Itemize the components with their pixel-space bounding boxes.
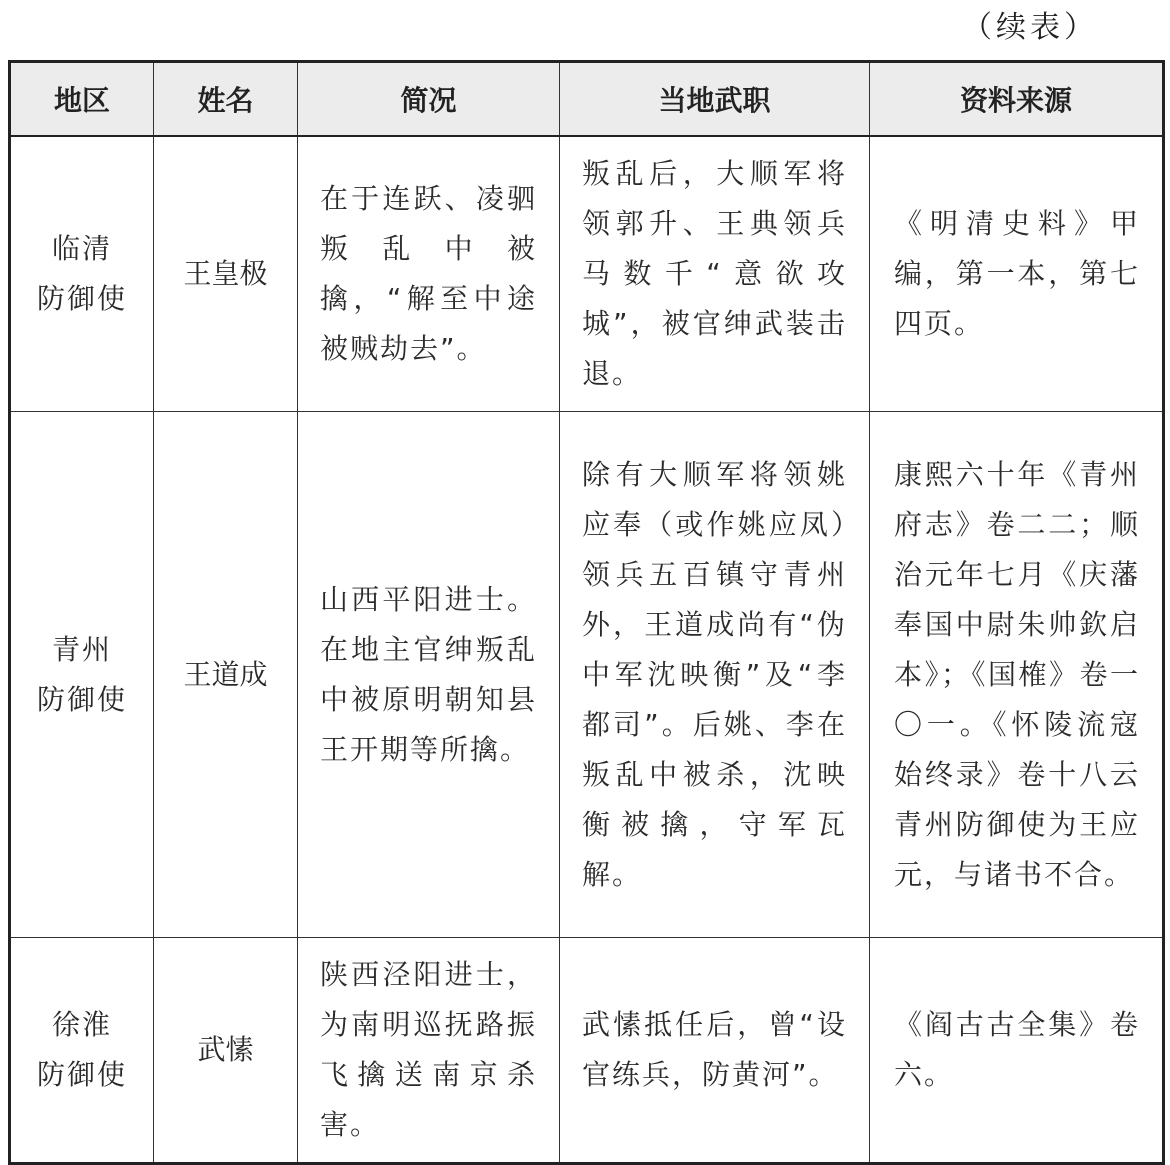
summary-text: 在于连跃、凌驷叛乱中被擒，“解至中途被贼劫去”。 (320, 182, 537, 365)
header-local-post: 当地武职 (560, 62, 870, 137)
region-name: 临清 (51, 232, 112, 265)
region-name: 徐淮 (51, 1008, 112, 1041)
source-text: 《明清史料》甲编，第一本，第七四页。 (894, 207, 1140, 340)
region-cell (10, 136, 154, 412)
region-title: 防御使 (36, 282, 127, 315)
source-text: 康熙六十年《青州府志》卷二二；顺治元年七月《庆藩奉国中尉朱帅欽启本》；《国榷》卷一〇一。《怀陵流寇始终录》卷十八云青州防御使为王应元，与诸书不合。 (894, 457, 1140, 891)
summary-cell (298, 938, 560, 1164)
table-row (10, 412, 1164, 938)
header-name: 姓名 (154, 62, 298, 137)
continued-table-label: （续表） (962, 10, 1098, 45)
official-name: 王道成 (154, 412, 298, 938)
region-name: 青州 (51, 632, 112, 666)
officials-table (8, 60, 1165, 1165)
region-cell (10, 412, 154, 938)
header-region: 地区 (10, 62, 154, 137)
summary-text: 山西平阳进士。在地主官绅叛乱中被原明朝知县王开期等所擒。 (320, 582, 537, 766)
summary-text: 陕西泾阳进士，为南明巡抚路振飞擒送南京杀害。 (320, 958, 537, 1141)
source-text: 《阎古古全集》卷六。 (894, 1008, 1140, 1091)
official-name: 武愫 (154, 938, 298, 1164)
local-post-text: 除有大顺军将领姚应奉（或作姚应凤）领兵五百镇守青州外，王道成尚有“伪中军沈映衡”及“李都司”。后姚、李在叛乱中被杀，沈映衡被擒，守军瓦解。 (582, 457, 847, 891)
source-cell (870, 136, 1164, 412)
local-post-cell (560, 938, 870, 1164)
local-post-text: 武愫抵任后，曾“设官练兵，防黄河”。 (582, 1008, 847, 1091)
region-cell (10, 938, 154, 1164)
header-source: 资料来源 (870, 62, 1164, 137)
header-summary: 简况 (298, 62, 560, 137)
table-row (10, 938, 1164, 1164)
official-name: 王皇极 (154, 136, 298, 412)
region-title: 防御使 (36, 682, 127, 716)
source-cell (870, 938, 1164, 1164)
local-post-cell (560, 412, 870, 938)
region-title: 防御使 (36, 1058, 127, 1091)
table-row (10, 136, 1164, 412)
summary-cell (298, 136, 560, 412)
table-header-row (10, 62, 1164, 137)
source-cell (870, 412, 1164, 938)
local-post-text: 叛乱后，大顺军将领郭升、王典领兵马数千“意欲攻城”，被官绅武装击退。 (582, 157, 847, 390)
local-post-cell (560, 136, 870, 412)
summary-cell (298, 412, 560, 938)
